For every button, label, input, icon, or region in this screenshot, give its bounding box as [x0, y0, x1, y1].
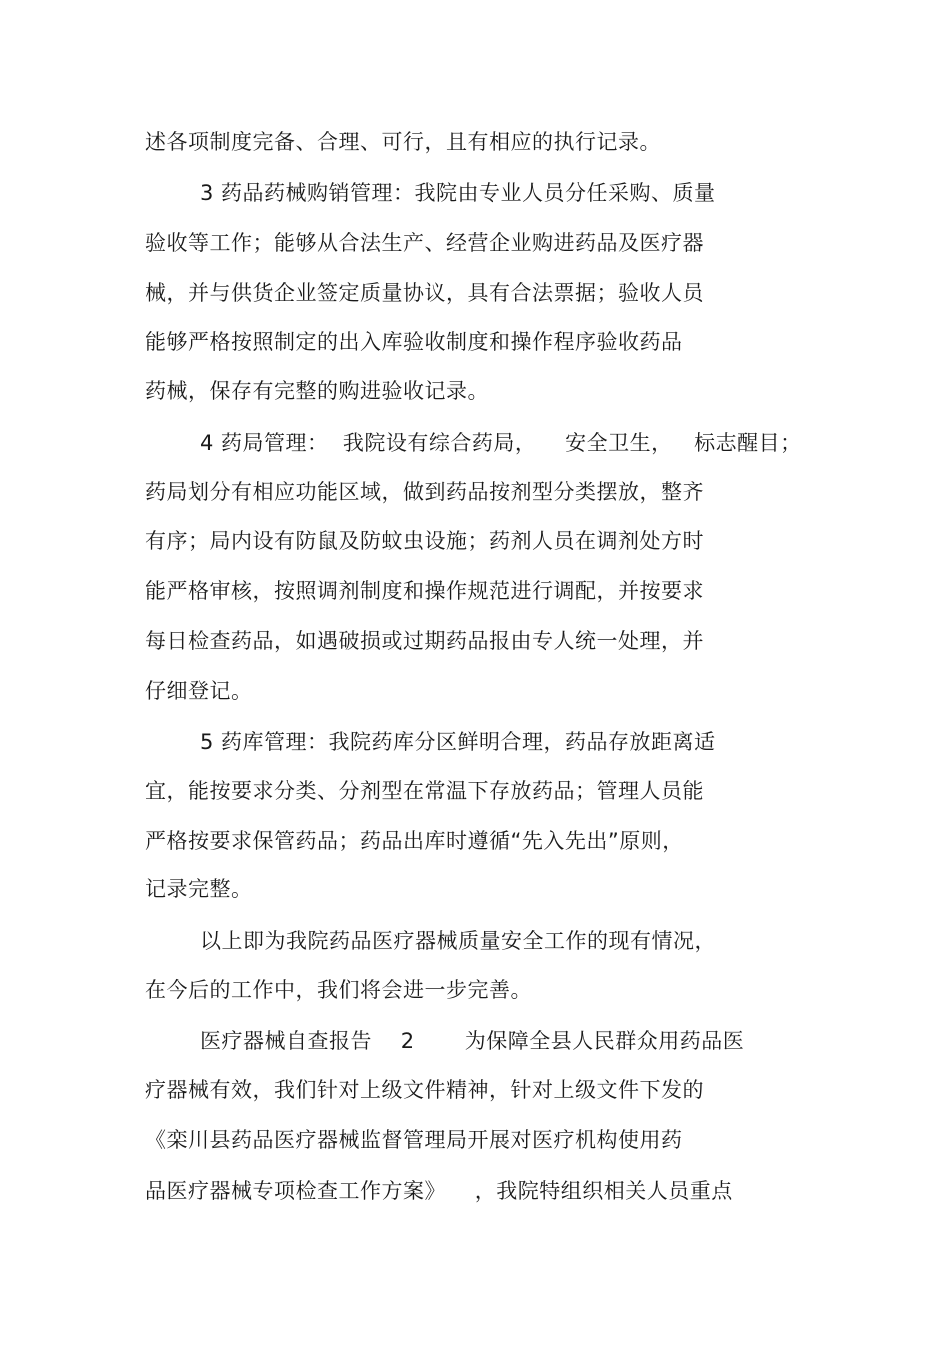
text-line: 验收等工作；能够从合法生产、经营企业购进药品及医疗器: [145, 231, 704, 255]
paragraph-3-start: 3 药品药械购销管理：我院由专业人员分任采购、质量: [200, 181, 716, 205]
text-line: 能严格审核，按照调剂制度和操作规范进行调配，并按要求: [145, 579, 704, 603]
text-line: 记录完整。: [145, 877, 253, 901]
text-line: 疗器械有效，我们针对上级文件精神，针对上级文件下发的: [145, 1078, 704, 1102]
text-line: 药局划分有相应功能区域，做到药品按剂型分类摆放，整齐: [145, 480, 704, 504]
text-line: 述各项制度完备、合理、可行，且有相应的执行记录。: [145, 130, 661, 154]
text-line: 仔细登记。: [145, 679, 253, 703]
text-line: 在今后的工作中，我们将会进一步完善。: [145, 978, 532, 1002]
text-line: 药械，保存有完整的购进验收记录。: [145, 379, 489, 403]
conclusion-paragraph-start: 以上即为我院药品医疗器械质量安全工作的现有情况，: [200, 929, 716, 953]
text-line: 宜，能按要求分类、分剂型在常温下存放药品；管理人员能: [145, 779, 704, 803]
text-line: 有序；局内设有防鼠及防蚊虫设施；药剂人员在调剂处方时: [145, 529, 704, 553]
text-line: 每日检查药品，如遇破损或过期药品报由专人统一处理，并: [145, 629, 704, 653]
paragraph-4-start: 4 药局管理： 我院设有综合药局， 安全卫生， 标志醒目；: [200, 431, 802, 455]
paragraph-5-start: 5 药库管理：我院药库分区鲜明合理，药品存放距离适: [200, 730, 716, 754]
text-line: 能够严格按照制定的出入库验收制度和操作程序验收药品: [145, 330, 683, 354]
report-2-heading: 医疗器械自查报告 2 为保障全县人民群众用药品医: [200, 1029, 745, 1053]
text-line: 品医疗器械专项检查工作方案》 ，我院特组织相关人员重点: [145, 1179, 733, 1203]
text-line: 严格按要求保管药品；药品出库时遵循“先入先出”原则，: [145, 829, 684, 853]
text-line: 《栾川县药品医疗器械监督管理局开展对医疗机构使用药: [145, 1128, 683, 1152]
text-line: 械，并与供货企业签定质量协议，具有合法票据；验收人员: [145, 281, 704, 305]
